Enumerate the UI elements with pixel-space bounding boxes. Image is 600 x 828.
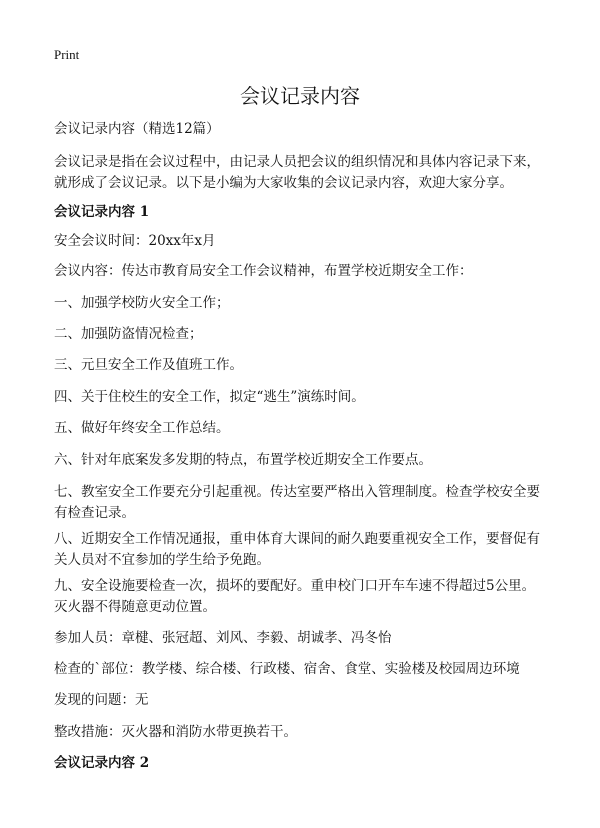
list-item-8-line-2: 关人员对不宜参加的学生给予免跑。 <box>54 552 270 568</box>
participants: 参加人员：章楗、张冠超、刘风、李毅、胡诚孝、冯冬怡 <box>54 630 392 646</box>
meeting-time: 安全会议时间：20xx年x月 <box>54 233 216 249</box>
list-item-7-line-1: 七、教室安全工作要充分引起重视。传达室要严格出入管理制度。检查学校安全要 <box>54 484 540 500</box>
page-title: 会议记录内容 <box>240 84 360 108</box>
list-item: 四、关于住校生的安全工作，拟定“逃生”演练时间。 <box>54 389 365 405</box>
list-item: 二、加强防盗情况检查； <box>54 326 203 342</box>
intro-paragraph-line-2: 就形成了会议记录。以下是小编为大家收集的会议记录内容，欢迎大家分享。 <box>54 175 513 191</box>
list-item-9-line-1: 九、安全设施要检查一次，损坏的要配好。重申校门口开车车速不得超过5公里。 <box>54 578 536 594</box>
corrective-measures: 整改措施：灭火器和消防水带更换若干。 <box>54 724 297 740</box>
print-link[interactable]: Print <box>54 47 80 62</box>
list-item-9-line-2: 灭火器不得随意更动位置。 <box>54 599 216 615</box>
meeting-content: 会议内容：传达市教育局安全工作会议精神，布置学校近期安全工作： <box>54 263 473 279</box>
subtitle: 会议记录内容（精选12篇） <box>54 121 220 137</box>
section-heading-2: 会议记录内容 2 <box>54 755 150 771</box>
inspected-areas: 检查的`部位：教学楼、综合楼、行政楼、宿舍、食堂、实验楼及校园周边环境 <box>54 661 520 677</box>
list-item: 一、加强学校防火安全工作； <box>54 295 230 311</box>
list-item-8-line-1: 八、近期安全工作情况通报，重申体育大课间的耐久跑要重视安全工作，要督促有 <box>54 531 540 547</box>
list-item: 五、做好年终安全工作总结。 <box>54 420 230 436</box>
list-item-7-line-2: 有检查记录。 <box>54 505 135 521</box>
intro-paragraph-line-1: 会议记录是指在会议过程中，由记录人员把会议的组织情况和具体内容记录下来， <box>54 154 540 170</box>
section-heading-1: 会议记录内容 1 <box>54 204 150 220</box>
problems-found: 发现的问题：无 <box>54 692 149 708</box>
list-item: 三、元旦安全工作及值班工作。 <box>54 357 243 373</box>
list-item: 六、针对年底案发多发期的特点，布置学校近期安全工作要点。 <box>54 452 432 468</box>
